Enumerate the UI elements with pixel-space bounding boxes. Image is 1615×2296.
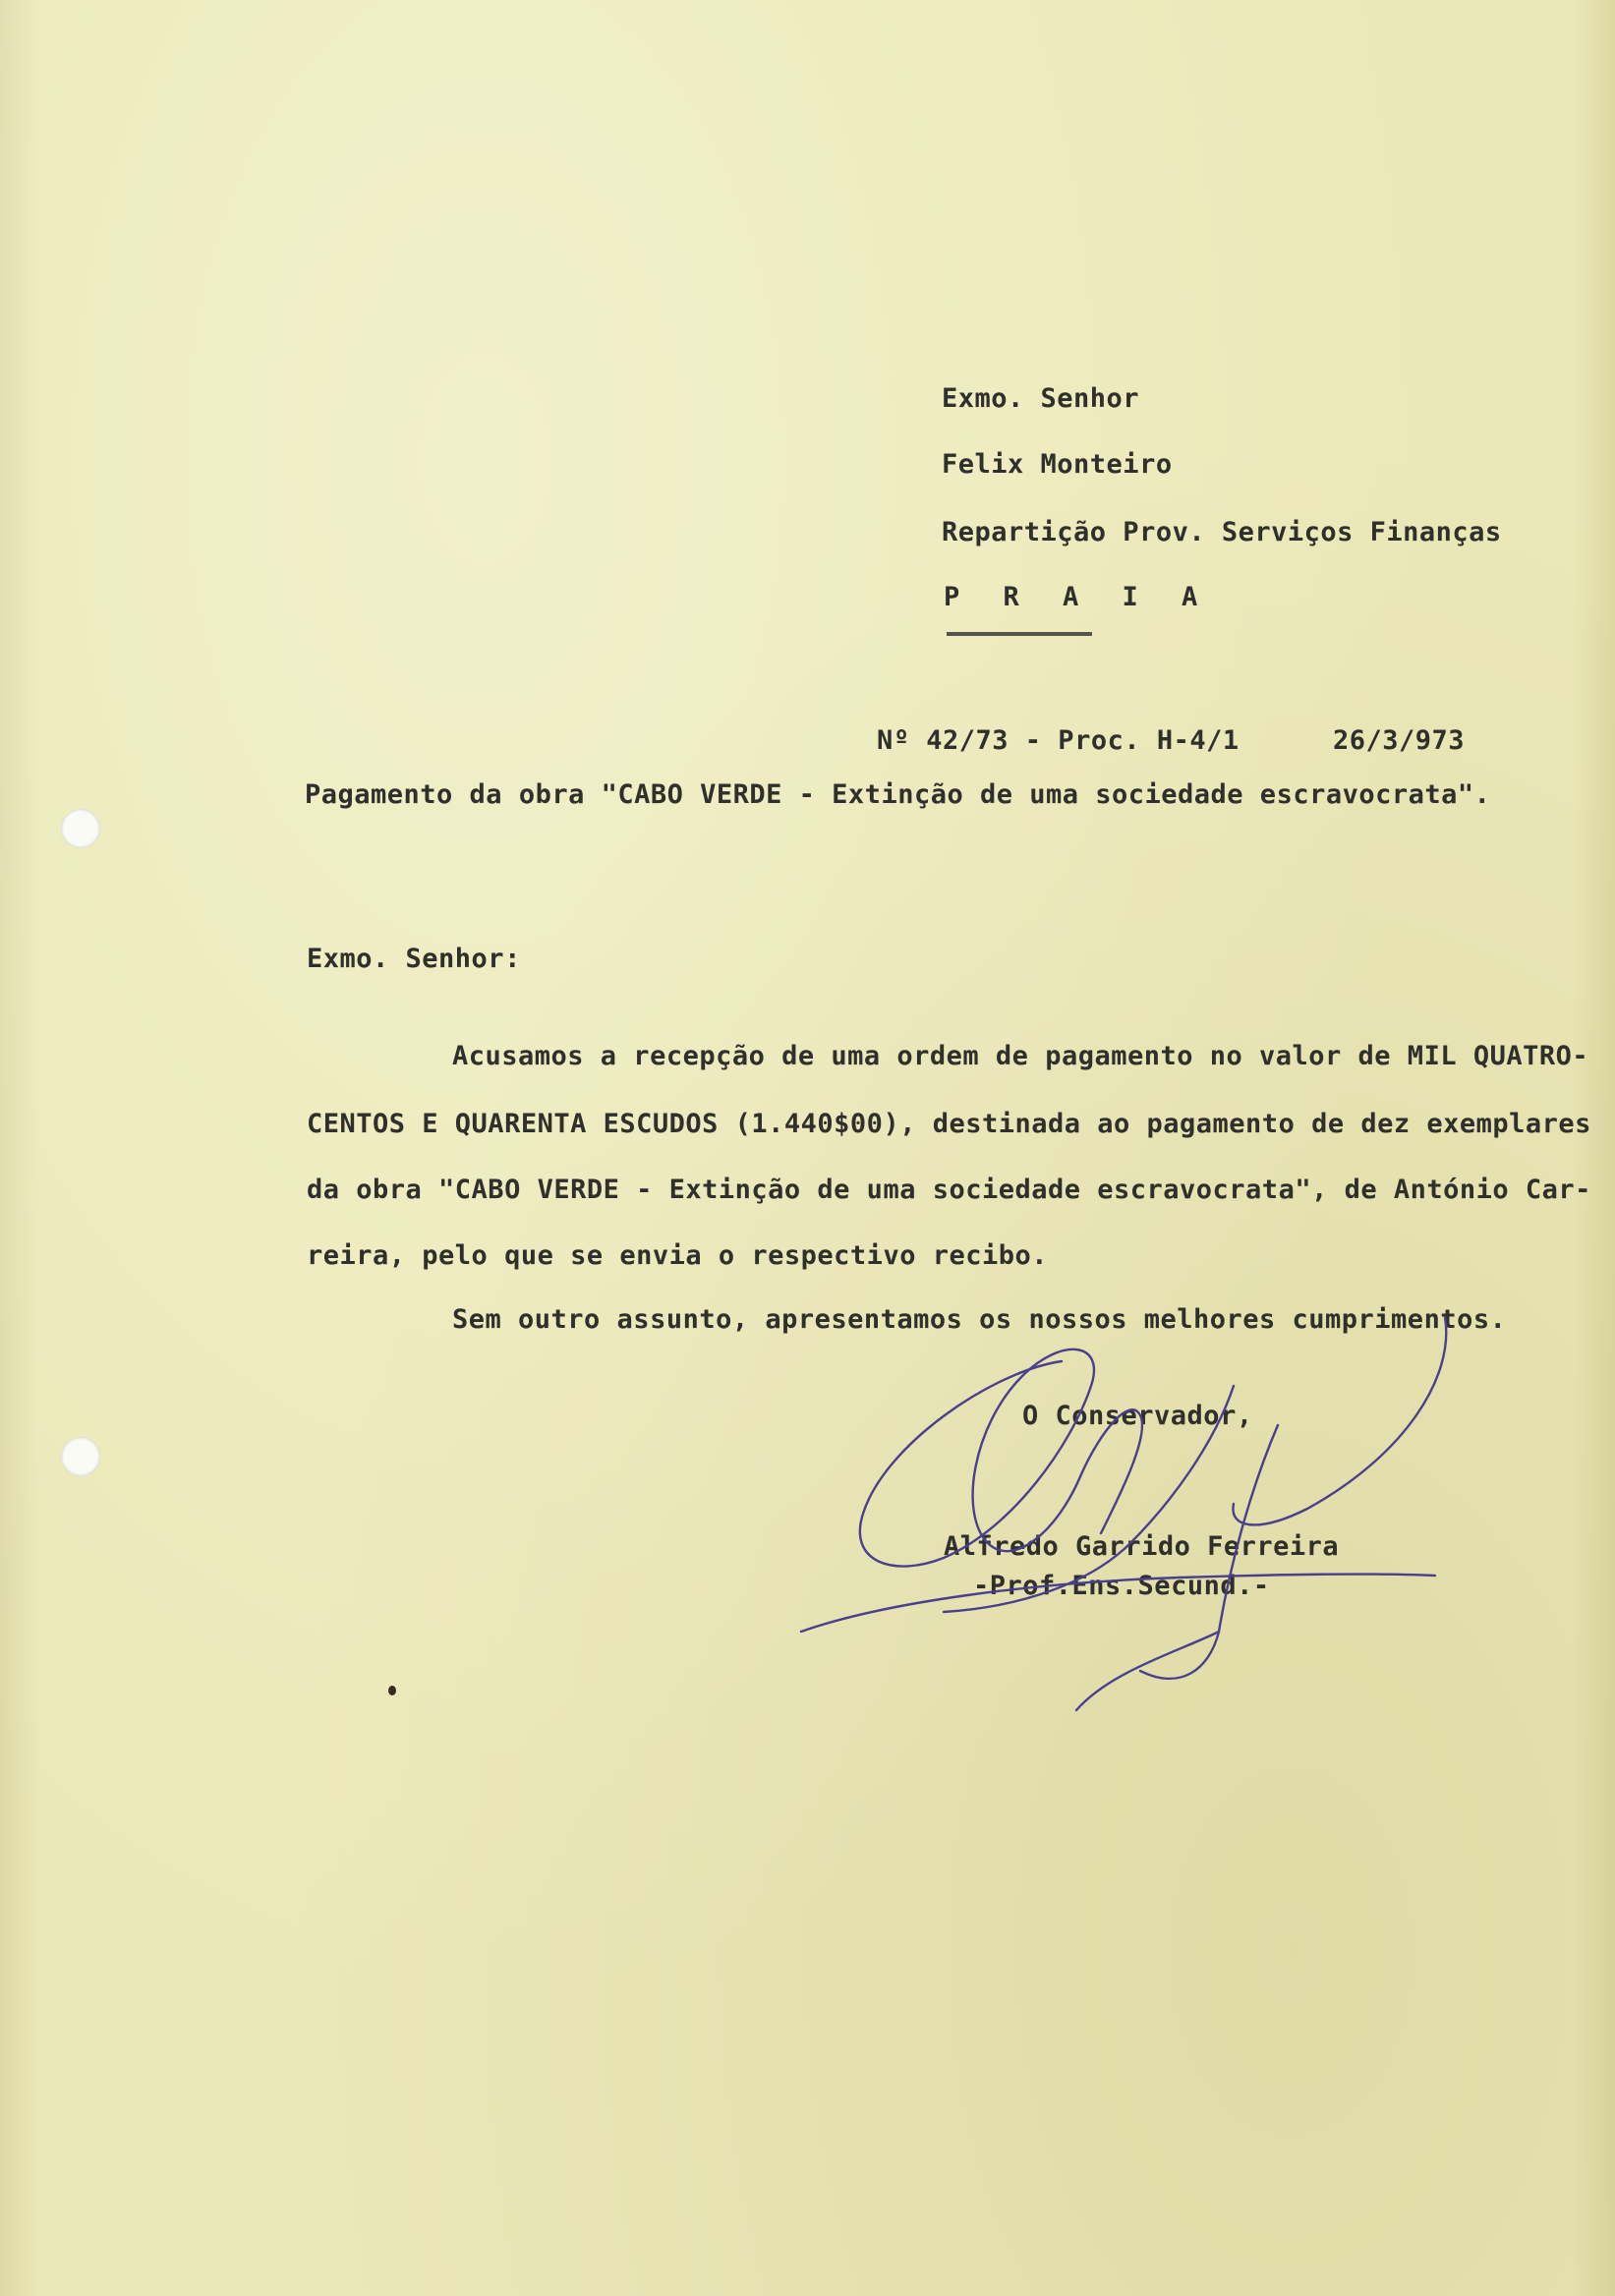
recipient-city: P R A I A [944, 582, 1212, 612]
recipient-name: Felix Monteiro [942, 449, 1173, 480]
subject-line: Pagamento da obra "CABO VERDE - Extinção de uma sociedade escravocrata". [305, 779, 1491, 810]
ink-speck [388, 1686, 396, 1695]
punch-hole-bottom [61, 1437, 100, 1476]
signer-name: Alfredo Garrido Ferreira [944, 1531, 1340, 1562]
reference-date: 26/3/973 [1333, 725, 1466, 756]
closing-title: O Conservador, [1022, 1401, 1253, 1431]
greeting: Exmo. Senhor: [307, 944, 521, 974]
reference-number: Nº 42/73 - Proc. H-4/1 [877, 725, 1240, 756]
punch-hole-top [61, 809, 100, 848]
body-line-3: da obra "CABO VERDE - Extinção de uma sociedade escravocrata", de António Car- [307, 1175, 1591, 1205]
body-line-5: Sem outro assunto, apresentamos os nossos melhores cumprimentos. [452, 1304, 1507, 1335]
recipient-department: Repartição Prov. Serviços Finanças [942, 517, 1502, 547]
city-underline [947, 632, 1092, 636]
signer-role: -Prof.Ens.Secund.- [973, 1571, 1270, 1601]
body-line-1: Acusamos a recepção de uma ordem de pagamento no valor de MIL QUATRO- [452, 1041, 1589, 1071]
body-line-4: reira, pelo que se envia o respectivo recibo. [307, 1240, 1048, 1271]
recipient-salutation: Exmo. Senhor [942, 383, 1140, 414]
body-line-2: CENTOS E QUARENTA ESCUDOS (1.440$00), destinada ao pagamento de dez exemplares [307, 1109, 1591, 1139]
